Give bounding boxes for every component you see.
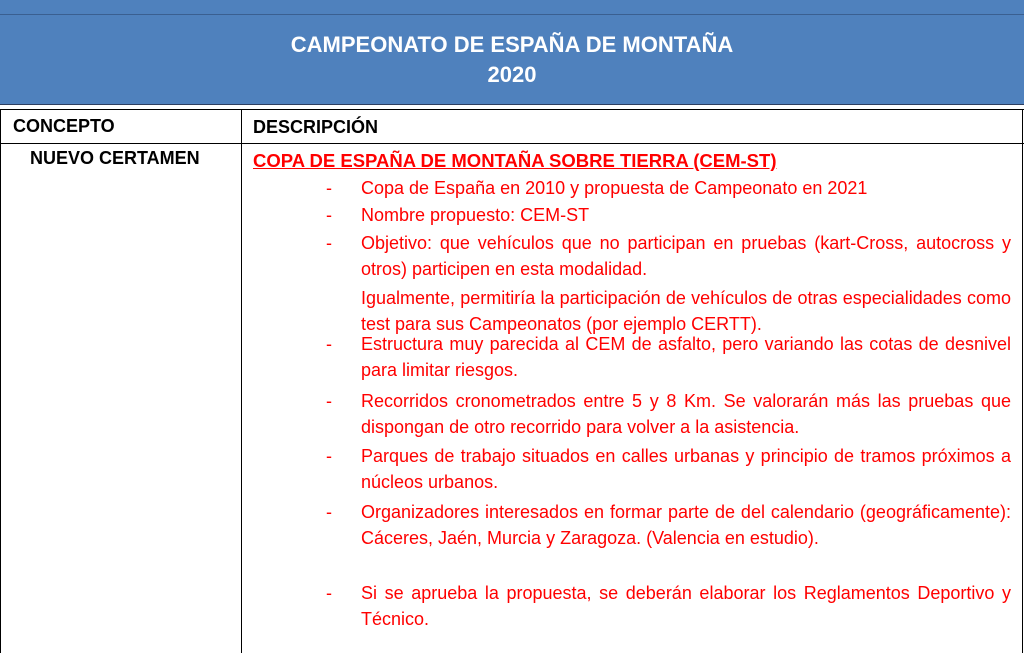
certamen-title: COPA DE ESPAÑA DE MONTAÑA SOBRE TIERRA (CEM-ST) [253,150,777,171]
list-item: Organizadores interesados en formar parte de del calendario (geográficamente): Cáceres, Jaén, Murcia y Zaragoza. (Valencia en estudio). [361,502,1011,548]
list-item-continuation: Igualmente, permitiría la participación de vehículos de otras especialidades como test para sus Campeonatos (por ejemplo CERTT). [361,288,1011,334]
list-item: Parques de trabajo situados en calles urbanas y principio de tramos próximos a núcleos urbanos. [361,446,1011,492]
bullet-marker: - [326,178,332,198]
description-table [0,105,1024,653]
bullet-marker: - [326,233,332,253]
list-item: Recorridos cronometrados entre 5 y 8 Km. Se valorarán más las pruebas que dispongan de otro recorrido para volver a la asistencia. [361,391,1011,437]
table-header-divider [0,143,1024,144]
table-left-border [0,109,1,653]
list-item: Nombre propuesto: CEM-ST [361,205,590,225]
document-title: CAMPEONATO DE ESPAÑA DE MONTAÑA [290,32,734,57]
bullet-marker: - [326,502,332,522]
list-item: Si se aprueba la propuesta, se deberán elaborar los Reglamentos Deportivo y Técnico. [361,583,1011,629]
document-year: 2020 [487,62,537,87]
list-item: Estructura muy parecida al CEM de asfalto, pero variando las cotas de desnivel para limitar riesgos. [361,334,1011,380]
table-column-divider [241,109,242,653]
table-top-border [0,109,1024,110]
bullet-marker: - [326,446,332,466]
table-right-border [1022,109,1023,653]
list-item: Copa de España en 2010 y propuesta de Campeonato en 2021 [361,178,868,198]
document-header [0,0,1024,105]
bullet-marker: - [326,583,332,603]
column-header-concepto: CONCEPTO [13,116,115,136]
bullet-marker: - [326,391,332,411]
header-top-rule [0,14,1024,15]
row-label-nuevo-certamen: NUEVO CERTAMEN [30,148,200,168]
list-item: Objetivo: que vehículos que no participan en pruebas (kart-Cross, autocross y otros) participen en esta modalidad. [361,233,1011,279]
column-header-descripcion: DESCRIPCIÓN [253,117,379,137]
bullet-marker: - [326,334,332,354]
bullet-marker: - [326,205,332,225]
